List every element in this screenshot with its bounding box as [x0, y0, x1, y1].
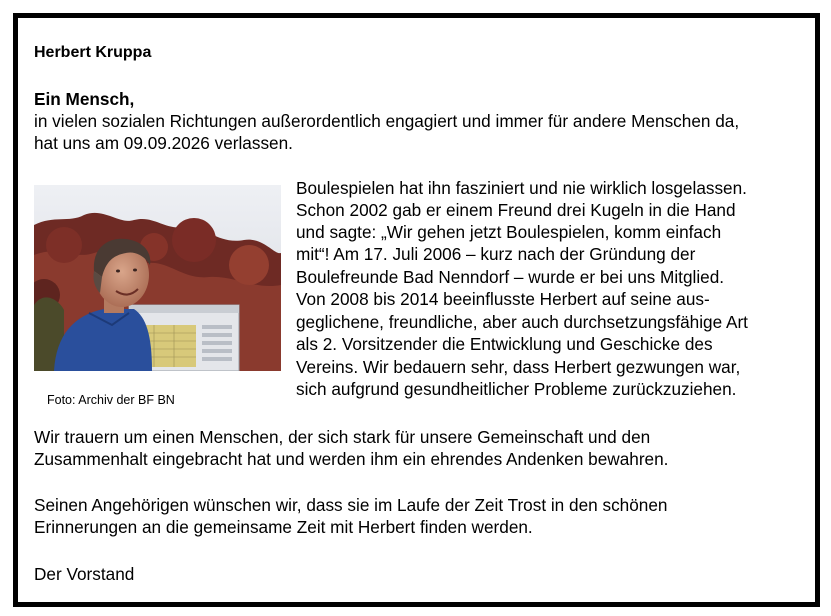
- obituary-card: [13, 13, 820, 607]
- bio-line: Vereins. Wir bedauern sehr, dass Herbert gezwungen war,: [296, 357, 741, 377]
- portrait-photo: [34, 185, 281, 371]
- wishes-line: Erinnerungen an die gemeinsame Zeit mit Herbert finden werden.: [34, 517, 533, 537]
- bio-line: mit“! Am 17. Juli 2006 – kurz nach der Gründung der: [296, 244, 696, 264]
- page-title: Herbert Kruppa: [34, 44, 152, 61]
- bio-line: geglichene, freundliche, aber auch durchsetzungsfähige Art: [296, 312, 748, 332]
- bio-line: Boulefreunde Bad Nenndorf – wurde er bei uns Mitglied.: [296, 267, 725, 287]
- photo-caption: Foto: Archiv der BF BN: [47, 392, 175, 407]
- intro-line: in vielen sozialen Richtungen außerordentlich engagiert und immer für andere Menschen da,: [34, 111, 740, 131]
- signature: Der Vorstand: [34, 564, 135, 584]
- mourning-line: Wir trauern um einen Menschen, der sich stark für unsere Gemeinschaft und den: [34, 427, 651, 447]
- intro-heading: Ein Mensch,: [34, 89, 135, 109]
- bio-line: Schon 2002 gab er einem Freund drei Kugeln in die Hand: [296, 200, 736, 220]
- bio-line: als 2. Vorsitzender die Entwicklung und Geschicke des: [296, 334, 713, 354]
- bio-line: Von 2008 bis 2014 beeinflusste Herbert auf seine aus-: [296, 289, 710, 309]
- intro-line: hat uns am 09.09.2026 verlassen.: [34, 133, 293, 153]
- bio-line: sich aufgrund gesundheitlicher Probleme zurückzuziehen.: [296, 379, 737, 399]
- wishes-line: Seinen Angehörigen wünschen wir, dass sie im Laufe der Zeit Trost in den schönen: [34, 495, 668, 515]
- bio-line: und sagte: „Wir gehen jetzt Boulespielen, komm einfach: [296, 222, 722, 242]
- mourning-line: Zusammenhalt eingebracht hat und werden ihm ein ehrendes Andenken bewahren.: [34, 449, 669, 469]
- bio-line: Boulespielen hat ihn fasziniert und nie wirklich losgelassen.: [296, 178, 747, 198]
